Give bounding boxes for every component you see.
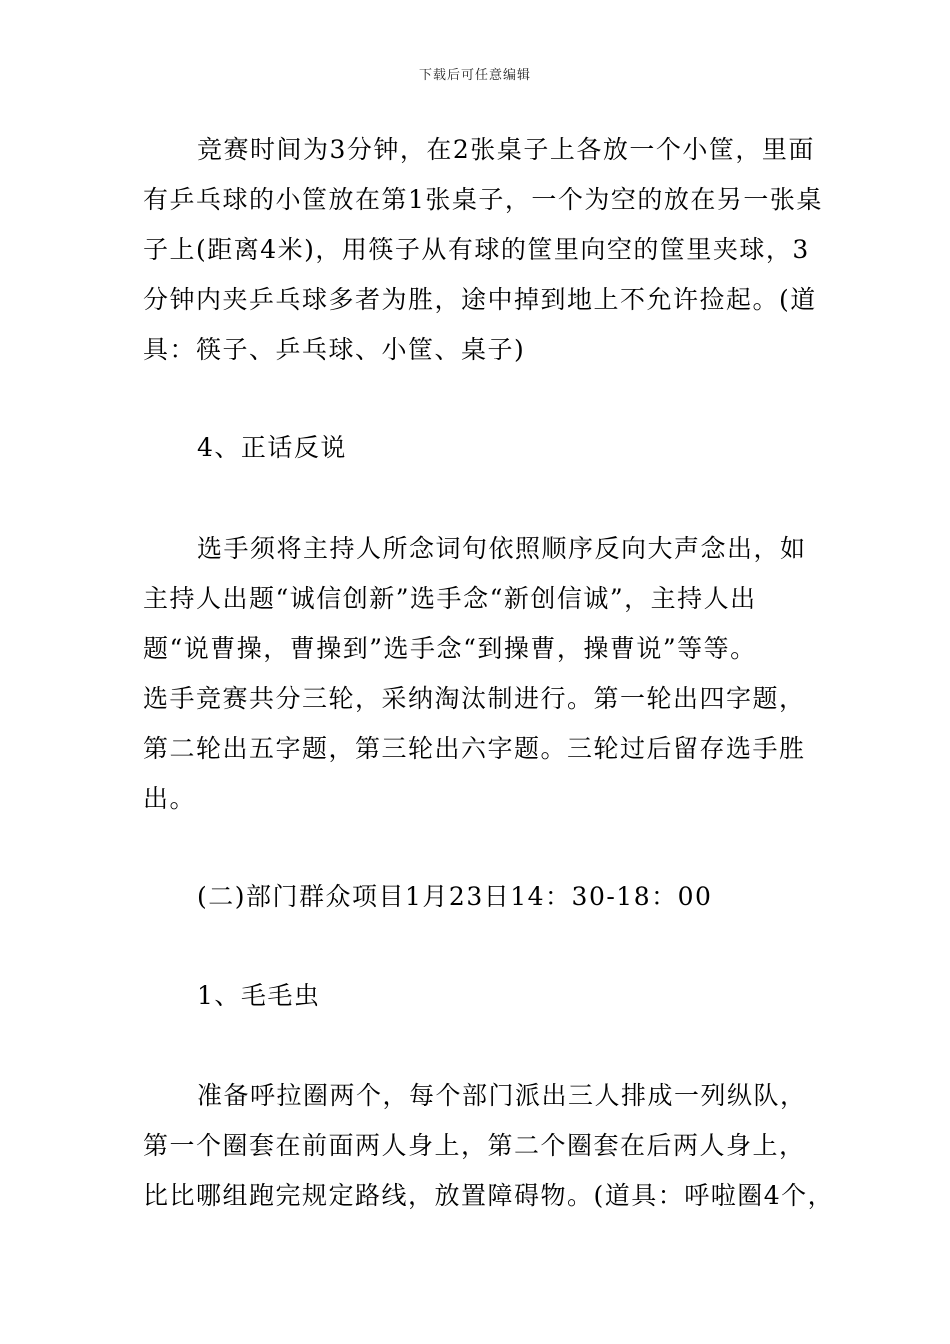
paragraph-line: 主持人出题“诚信创新”选手念“新创信诚”，主持人出 (143, 584, 757, 613)
paragraph-line: 具：筷子、乒乓球、小筐、桌子) (143, 335, 526, 364)
paragraph-line: 选手竞赛共分三轮，采纳淘汰制进行。第一轮出四字题， (143, 684, 806, 713)
paragraph-line: 出。 (143, 784, 197, 813)
section-heading: 4、正话反说 (197, 433, 347, 462)
paragraph-line: 有乒乓球的小筐放在第1张桌子，一个为空的放在另一张桌 (143, 185, 823, 214)
paragraph-line: 准备呼拉圈两个，每个部门派出三人排成一列纵队， (197, 1081, 807, 1110)
paragraph-line: 第二轮出五字题，第三轮出六字题。三轮过后留存选手胜 (143, 734, 806, 763)
paragraph-line: 题“说曹操，曹操到”选手念“到操曹，操曹说”等等。 (143, 634, 757, 663)
section-heading: 1、毛毛虫 (197, 981, 321, 1010)
paragraph-line: 分钟内夹乒乓球多者为胜，途中掉到地上不允许捡起。(道 (143, 285, 817, 314)
paragraph-line: 竞赛时间为3分钟，在2张桌子上各放一个小筐，里面 (197, 135, 815, 164)
page-header-note: 下载后可任意编辑 (418, 68, 531, 83)
section-heading: (二)部门群众项目1月23日14：30-18：00 (197, 882, 713, 911)
paragraph-line: 子上(距离4米)，用筷子从有球的筐里向空的筐里夹球，3 (143, 235, 810, 264)
paragraph-line: 第一个圈套在前面两人身上，第二个圈套在后两人身上， (143, 1131, 806, 1160)
paragraph-line: 选手须将主持人所念词句依照顺序反向大声念出，如 (197, 534, 807, 563)
paragraph-line: 比比哪组跑完规定路线，放置障碍物。(道具：呼啦圈4个， (143, 1181, 835, 1210)
